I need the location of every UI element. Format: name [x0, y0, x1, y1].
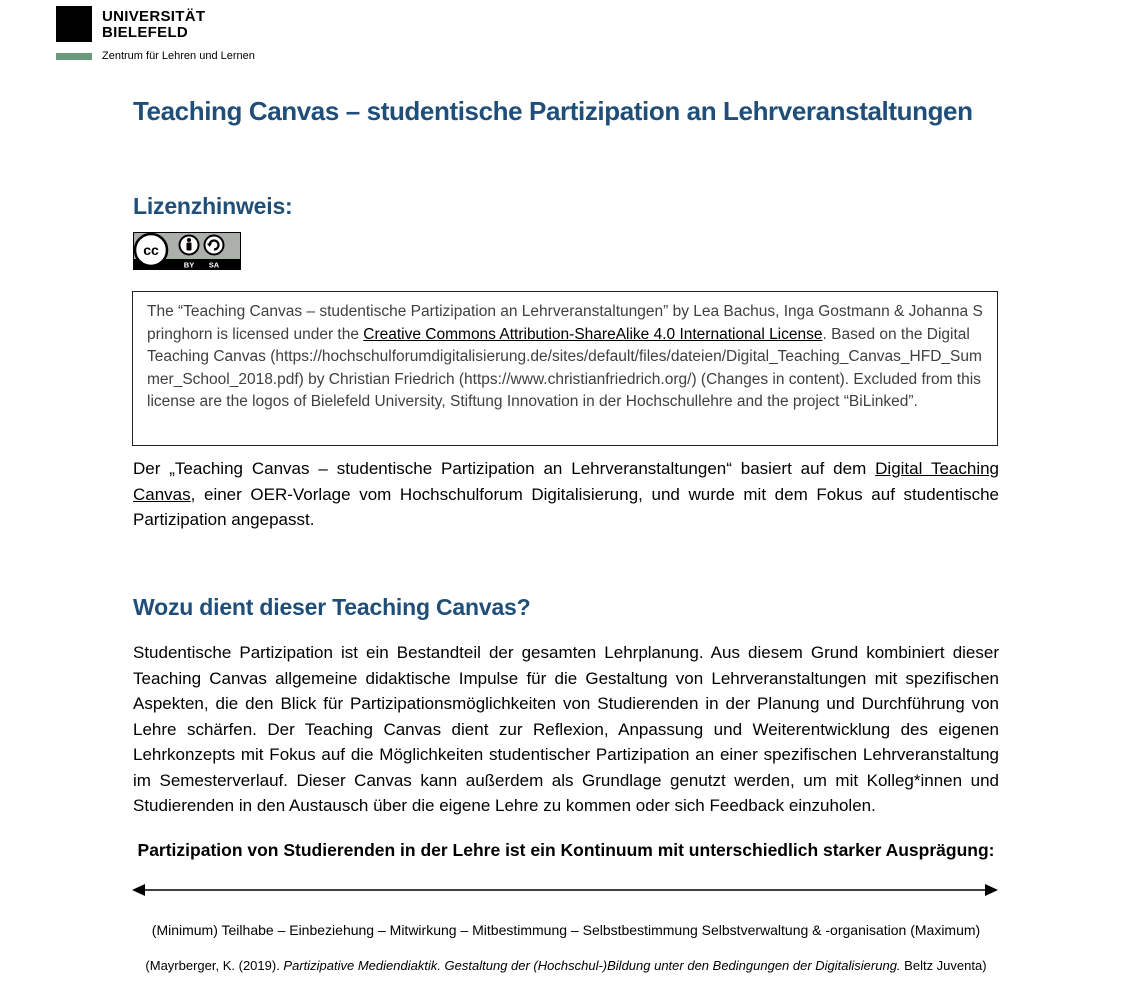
purpose-heading: Wozu dient dieser Teaching Canvas? [133, 594, 531, 620]
purpose-paragraph: Studentische Partizipation ist ein Bestandteil der gesamten Lehrplanung. Aus diesem Grund kombiniert dieser Teaching Canvas allgemeine didaktische Impulse für die Gestaltung von Lehrveranstaltungen mit spezifischen Aspekten, die den Blick für Partizipationsmöglichkeiten von Studierenden in der Planung und Durchführung von Lehre schärfen. Der Teaching Canvas dient zur Reflexion, Anpassung und Weiterentwicklung des eigenen Lehrkonzepts mit Fokus auf die Möglichkeiten studentischer Partizipation an einer spezifischen Lehrveranstaltung im Semesterverlauf. Dieser Canvas kann außerdem als Grundlage genutzt werden, um mit Kolleg*innen und Studierenden in den Austausch über die eigene Lehre zu kommen oder sich Feedback einzuholen. [133, 643, 999, 815]
university-name [102, 9, 205, 41]
citation-suffix: Beltz Juventa) [900, 958, 987, 973]
license-heading: Lizenzhinweis: [133, 193, 293, 219]
participation-scale: (Minimum) Teilhabe – Einbeziehung – Mitwirkung – Mitbestimmung – Selbstbestimmung Selbstverwaltung & -organisation (Maximum) [151, 922, 981, 938]
page-title: Teaching Canvas – studentische Partizipation an Lehrveranstaltungen [133, 96, 973, 126]
double-arrow-icon [132, 880, 998, 900]
continuum-title: Partizipation von Studierenden in der Lehre ist ein Kontinuum mit unterschiedlich starker Ausprägung: [137, 840, 995, 860]
citation [133, 958, 999, 973]
cc-sa-label: SA [208, 260, 220, 270]
citation-title: Partizipative Mediendiaktik. Gestaltung der (Hochschul-)Bildung unter den Bedingungen der Digitalisierung. [283, 958, 901, 973]
license-notice-box [132, 291, 998, 446]
university-logo-mark [56, 6, 92, 42]
cc-by-label: BY [183, 260, 195, 270]
license-link[interactable]: Creative Commons Attribution-ShareAlike 4.0 International License [363, 325, 823, 343]
based-on-paragraph [133, 456, 999, 533]
university-name-line2: BIELEFELD [102, 24, 189, 41]
citation-prefix: (Mayrberger, K. (2019). [145, 958, 284, 973]
based-text-start: Der „Teaching Canvas – studentische Partizipation an Lehrveranstaltungen“ basiert auf dem [133, 459, 876, 478]
cc-by-sa-icon[interactable] [133, 232, 241, 270]
based-text-end: , einer OER-Vorlage vom Hochschulforum Digitalisierung, und wurde mit dem Fokus auf studentische Partizipation angepasst. [133, 484, 999, 529]
license-text-end: . Based on the Digital Teaching Canvas (https://hochschulforumdigitalisierung.de/sites/default/files/dateien/Digital_Teaching_Canvas_HFD_Summer_School_2018.pdf) by Christian Friedrich (https://www.christianfriedrich.org/) (Changes in content). Excluded from this license are the logos of Bielefeld University, Stiftung Innovation in der Hochschullehre and the project “BiLinked”. [147, 325, 982, 410]
digital-teaching-canvas-link[interactable]: Digital Teaching Canvas [133, 459, 999, 504]
university-name-line1: UNIVERSITÄT [102, 8, 206, 25]
svg-text:cc: cc [143, 242, 159, 258]
logo-subtitle: Zentrum für Lehren und Lernen [102, 50, 255, 62]
license-text-start: The “Teaching Canvas – studentische Partizipation an Lehrveranstaltungen” by Lea Bachus, Inga Gostmann & Johanna Springhorn is licensed under the [147, 303, 983, 343]
logo-accent-bar [56, 53, 92, 60]
